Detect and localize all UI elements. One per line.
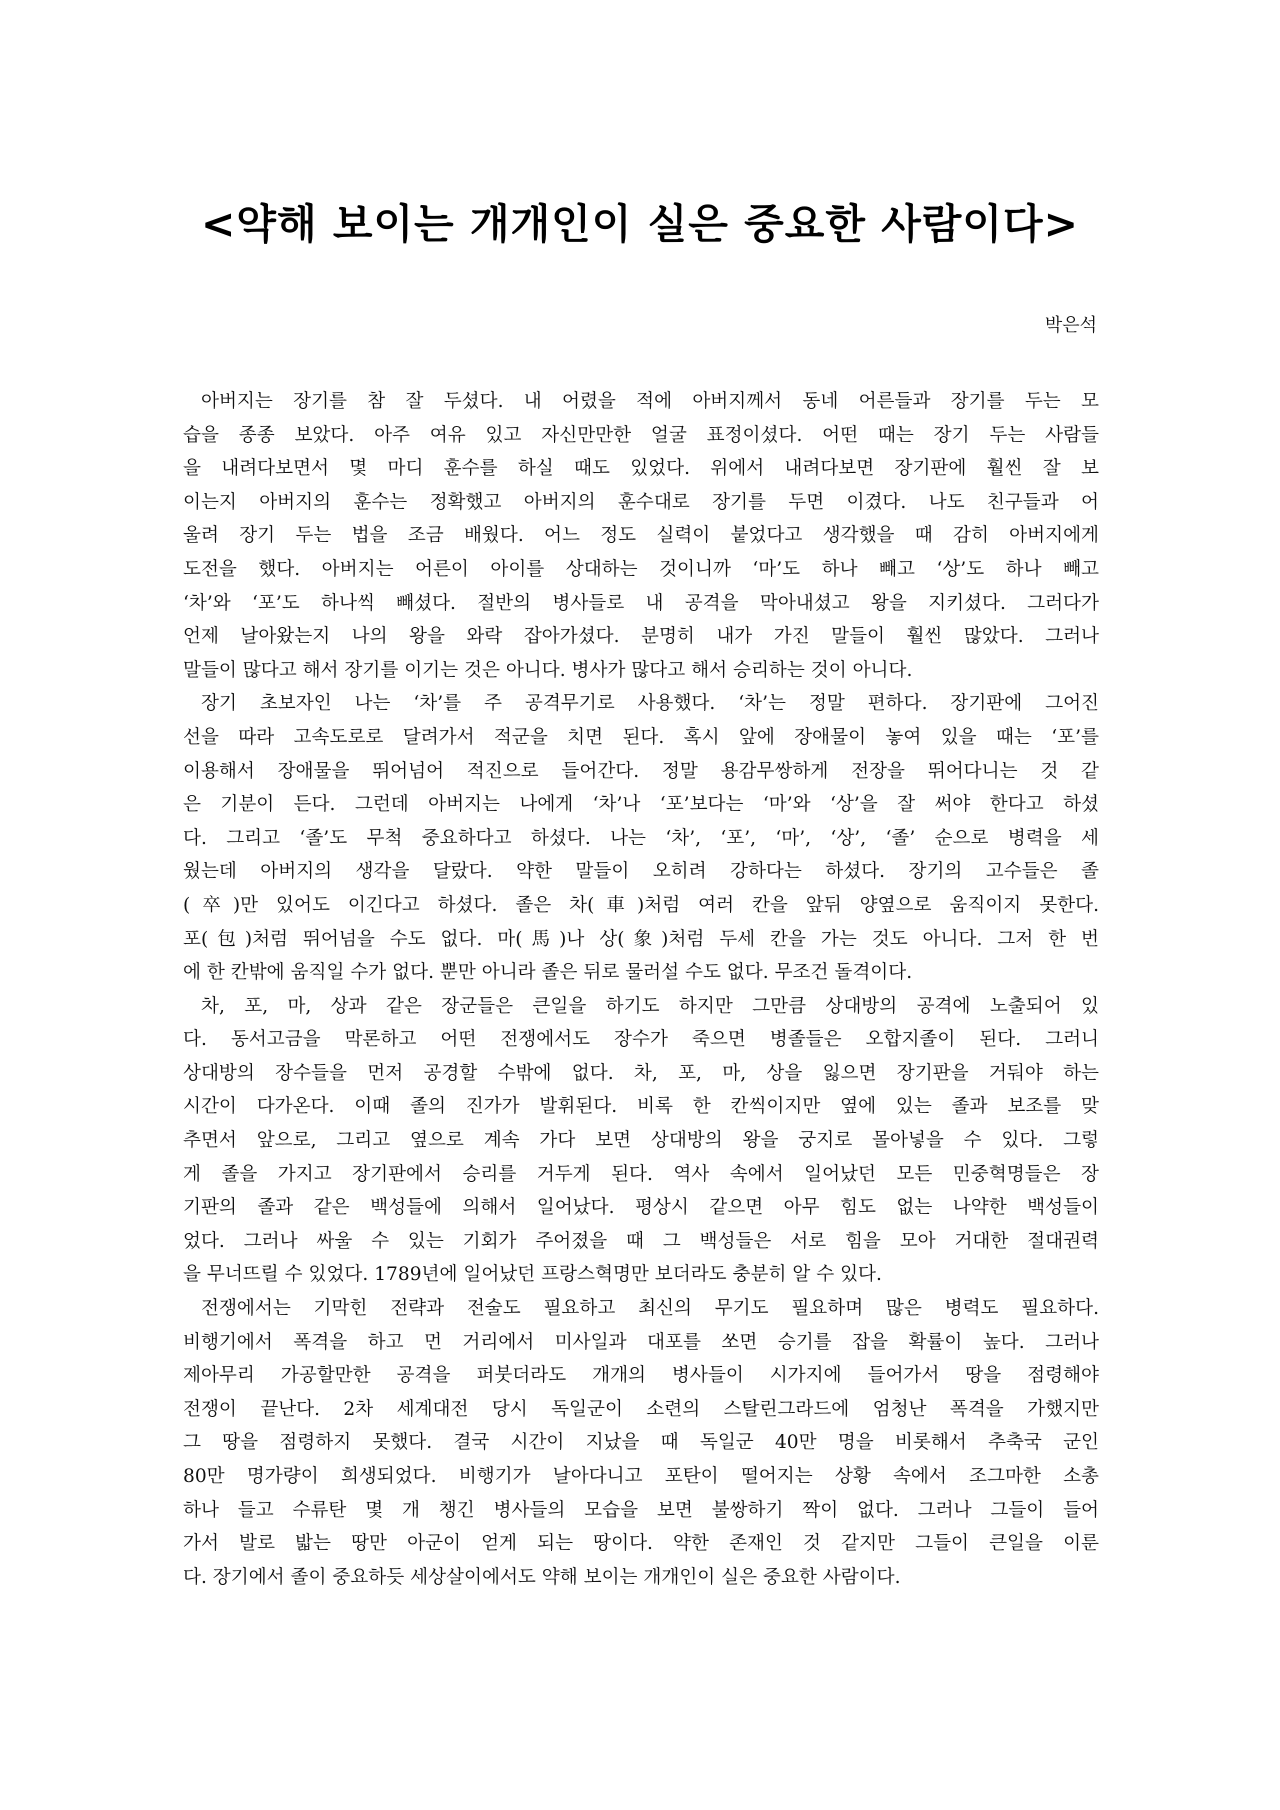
body-line: 다. 그리고 ‘졸’도 무척 중요하다고 하셨다. 나는 ‘차’, ‘포’, ‘마’, ‘상’, ‘졸’ 순으로 병력을 세 (183, 827, 1099, 849)
document-body (183, 385, 1099, 1594)
body-line: 게 졸을 가지고 장기판에서 승리를 거두게 된다. 역사 속에서 일어났던 모든 민중혁명들은 장 (183, 1163, 1099, 1185)
body-line: 은 기분이 든다. 그런데 아버지는 나에게 ‘차’나 ‘포’보다는 ‘마’와 ‘상’을 잘 써야 한다고 하셨 (183, 794, 1099, 816)
body-line: 전쟁에서는 기막힌 전략과 전술도 필요하고 최신의 무기도 필요하며 많은 병력도 필요하다. (201, 1298, 1099, 1320)
body-line: 제아무리 가공할만한 공격을 퍼붓더라도 개개의 병사들이 시가지에 들어가서 땅을 점령해야 (183, 1365, 1099, 1387)
body-line: (卒)만 있어도 이긴다고 하셨다. 졸은 차(車)처럼 여러 칸을 앞뒤 양옆으로 움직이지 못한다. (183, 894, 1099, 916)
body-line: 었다. 그러나 싸울 수 있는 기회가 주어졌을 때 그 백성들은 서로 힘을 모아 거대한 절대권력 (183, 1230, 1099, 1252)
body-line: 시간이 다가온다. 이때 졸의 진가가 발휘된다. 비록 한 칸씩이지만 옆에 있는 졸과 보조를 맞 (183, 1096, 1099, 1118)
body-line: 선을 따라 고속도로로 달려가서 적군을 치면 된다. 혹시 앞에 장애물이 놓여 있을 때는 ‘포’를 (183, 726, 1099, 748)
body-line: 아버지는 장기를 참 잘 두셨다. 내 어렸을 적에 아버지께서 동네 어른들과 장기를 두는 모 (201, 391, 1099, 412)
body-line: 포(包)처럼 뛰어넘을 수도 없다. 마(馬)나 상(象)처럼 두세 칸을 가는 것도 아니다. 그저 한 번 (183, 928, 1099, 950)
body-line: 80만 명가량이 희생되었다. 비행기가 날아다니고 포탄이 떨어지는 상황 속에서 조그마한 소총 (183, 1466, 1099, 1487)
body-line: 가서 발로 밟는 땅만 아군이 얻게 되는 땅이다. 약한 존재인 것 같지만 그들이 큰일을 이룬 (183, 1533, 1099, 1555)
body-line: 이는지 아버지의 훈수는 정확했고 아버지의 훈수대로 장기를 두면 이겼다. 나도 친구들과 어 (183, 491, 1099, 513)
body-line: 비행기에서 폭격을 하고 먼 거리에서 미사일과 대포를 쏘면 승기를 잡을 확률이 높다. 그러나 (183, 1331, 1099, 1353)
body-line: 다. 장기에서 졸이 중요하듯 세상살이에서도 약해 보이는 개개인이 실은 중요한 사람이다. (183, 1566, 901, 1588)
body-line: 울려 장기 두는 법을 조금 배웠다. 어느 정도 실력이 붙었다고 생각했을 때 감히 아버지에게 (183, 525, 1099, 547)
body-line: 기판의 졸과 같은 백성들에 의해서 일어났다. 평상시 같으면 아무 힘도 없는 나약한 백성들이 (183, 1197, 1099, 1219)
body-line: 추면서 앞으로, 그리고 옆으로 계속 가다 보면 상대방의 왕을 궁지로 몰아넣을 수 있다. 그렇 (183, 1130, 1099, 1152)
body-line: ‘차’와 ‘포’도 하나씩 빼셨다. 절반의 병사들로 내 공격을 막아내셨고 왕을 지키셨다. 그러다가 (183, 592, 1099, 614)
body-line: 을 내려다보면서 몇 마디 훈수를 하실 때도 있었다. 위에서 내려다보면 장기판에 훨씬 잘 보 (183, 458, 1099, 480)
body-line: 다. 동서고금을 막론하고 어떤 전쟁에서도 장수가 죽으면 병졸들은 오합지졸이 된다. 그러니 (183, 1029, 1099, 1051)
body-line: 습을 종종 보았다. 아주 여유 있고 자신만만한 얼굴 표정이셨다. 어떤 때는 장기 두는 사람들 (183, 424, 1099, 446)
body-line: 이용해서 장애물을 뛰어넘어 적진으로 들어간다. 정말 용감무쌍하게 전장을 뛰어다니는 것 같 (183, 760, 1099, 782)
body-line: 그 땅을 점령하지 못했다. 결국 시간이 지났을 때 독일군 40만 명을 비롯해서 추축국 군인 (183, 1432, 1099, 1454)
author-name: 박은석 (1044, 315, 1097, 336)
body-line: 웠는데 아버지의 생각을 달랐다. 약한 말들이 오히려 강하다는 하셨다. 장기의 고수들은 졸 (183, 861, 1099, 883)
body-line: 도전을 했다. 아버지는 어른이 아이를 상대하는 것이니까 ‘마’도 하나 빼고 ‘상’도 하나 빼고 (183, 558, 1099, 580)
body-line: 전쟁이 끝난다. 2차 세계대전 당시 독일군이 소련의 스탈린그라드에 엄청난 폭격을 가했지만 (183, 1398, 1099, 1420)
body-line: 을 무너뜨릴 수 있었다. 1789년에 일어났던 프랑스혁명만 보더라도 충분히 알 수 있다. (183, 1264, 882, 1286)
body-line: 상대방의 장수들을 먼저 공경할 수밖에 없다. 차, 포, 마, 상을 잃으면 장기판을 거둬야 하는 (183, 1062, 1099, 1084)
body-line: 장기 초보자인 나는 ‘차’를 주 공격무기로 사용했다. ‘차’는 정말 편하다. 장기판에 그어진 (201, 693, 1099, 715)
body-line: 하나 들고 수류탄 몇 개 챙긴 병사들의 모습을 보면 불쌍하기 짝이 없다. 그러나 그들이 들어 (183, 1499, 1099, 1521)
document-title: <약해 보이는 개개인이 실은 중요한 사람이다> (201, 200, 1079, 248)
body-line: 에 한 칸밖에 움직일 수가 없다. 뿐만 아니라 졸은 뒤로 물러설 수도 없다. 무조건 돌격이다. (183, 962, 913, 984)
body-line: 차, 포, 마, 상과 같은 장군들은 큰일을 하기도 하지만 그만큼 상대방의 공격에 노출되어 있 (201, 995, 1099, 1017)
body-line: 말들이 많다고 해서 장기를 이기는 것은 아니다. 병사가 많다고 해서 승리하는 것이 아니다. (183, 659, 913, 681)
body-line: 언제 날아왔는지 나의 왕을 와락 잡아가셨다. 분명히 내가 가진 말들이 훨씬 많았다. 그러나 (183, 626, 1099, 648)
